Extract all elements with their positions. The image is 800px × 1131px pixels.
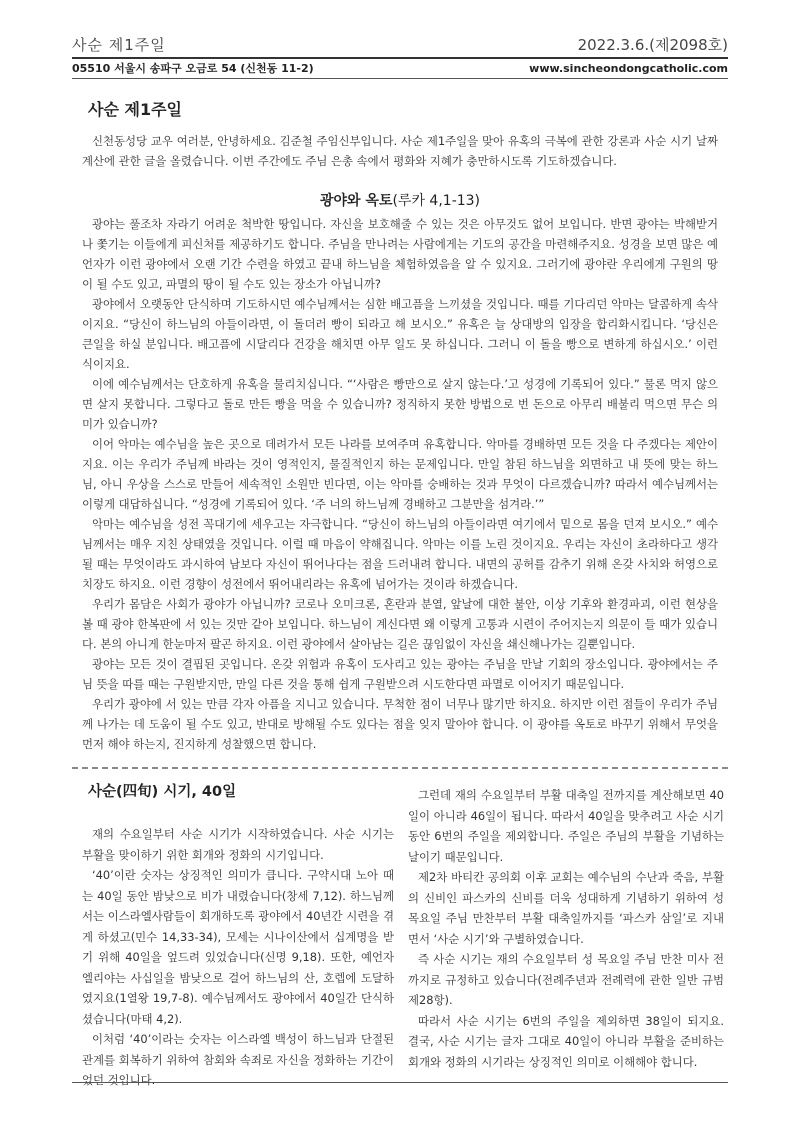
homily-paragraph: 광야는 모든 것이 결핍된 곳입니다. 온갖 위험과 유혹이 도사리고 있는 광야는 주님을 만날 기회의 장소입니다. 광야에서는 주님 뜻을 따를 때는 구원받지만, 만일 다른 것을 통해 쉽게 구원받으려 시도한다면 파멸로 이어지기 때문입니다. bbox=[82, 657, 718, 691]
footer-rule bbox=[72, 1082, 728, 1083]
homily-paragraph: 우리가 광야에 서 있는 만큼 각자 아픔을 지니고 있습니다. 무척한 점이 너무나 많기만 하지요. 하지만 이런 점들이 우리가 주님께 나가는 데 도움이 될 수도 있고, 반대로 방해될 수도 있다는 점을 잊지 말아야 합니다. 이 광야를 옥토로 바꾸기 위해서 무엇을 먼저 해야 하는지, 진지하게 성찰했으면 합니다. bbox=[82, 697, 718, 751]
lent-article-left-text bbox=[82, 824, 394, 1091]
homily-paragraph: 이어 악마는 예수님을 높은 곳으로 데려가서 모든 나라를 보여주며 유혹합니다. 악마를 경배하면 모든 것을 다 주겠다는 제안이지요. 이는 우리가 주님께 바라는 것이 영적인지, 물질적인지 하는 문제입니다. 만일 참된 하느님을 외면하고 내 뜻에 맞는 하느님, 아니 우상을 스스로 만들어 세속적인 소원만 빈다면, 이는 악마를 숭배하는 것과 무엇이 다르겠습니까? 따라서 예수님께서는 이렇게 대답하십니다. “성경에 기록되어 있다. ‘주 너의 하느님께 경배하고 그분만을 섬겨라.’” bbox=[82, 437, 718, 511]
lent-article-left-column bbox=[82, 780, 394, 1091]
header-subline bbox=[72, 60, 728, 76]
intro-paragraph: 신천동성당 교우 여러분, 안녕하세요. 김준철 주임신부입니다. 사순 제1주일을 맞아 유혹의 극복에 관한 강론과 사순 시기 날짜 계산에 관한 글을 올렸습니다. 이번 주간에도 주님 은총 속에서 평화와 지혜가 충만하시도록 기도하겠습니다. bbox=[82, 134, 718, 168]
homily-paragraph: 악마는 예수님을 성전 꼭대기에 세우고는 자극합니다. “당신이 하느님의 아들이라면 여기에서 밑으로 몸을 던져 보시오.” 예수님께서는 매우 지친 상태였을 것입니다. 이럴 때 마음이 약해집니다. 악마는 이를 노린 것이지요. 우리는 자신이 초라하다고 생각될 때는 무엇이라도 과시하여 남보다 자신이 뛰어나다는 점을 드러내려 합니다. 내면의 공허를 감추기 위해 온갖 사치와 허영으로 치장도 하지요. 이런 경향이 성전에서 뛰어내리라는 유혹에 넘어가는 것이라 하겠습니다. bbox=[82, 517, 718, 591]
homily-paragraph: 광야는 풀조차 자라기 어려운 척박한 땅입니다. 자신을 보호해줄 수 있는 것은 아무것도 없어 보입니다. 반면 광야는 박해받거나 쫓기는 이들에게 피신처를 제공하기도 합니다. 주님을 만나려는 사람에게는 기도의 공간을 마련해주지요. 성경을 보면 많은 예언자가 이런 광야에서 오랜 기간 수련을 하였고 끝내 하느님을 체험하였음을 알 수 있지요. 그러기에 광야란 우리에게 구원의 땅이 될 수도 있고, 파멸의 땅이 될 수도 있는 장소가 아닙니까? bbox=[82, 217, 718, 291]
lent-paragraph: 즉 사순 시기는 재의 수요일부터 성 목요일 주님 만찬 미사 전까지로 규정하고 있습니다(전례주년과 전례력에 관한 일반 규범 제28항). bbox=[408, 952, 724, 1007]
homily-paragraph: 이에 예수님께서는 단호하게 유혹을 물리치십니다. “‘사람은 빵만으로 살지 않는다.’고 성경에 기록되어 있다.” 물론 먹지 않으면 살지 못합니다. 그렇다고 돌로 만든 빵을 먹을 수 있습니까? 정직하지 못한 방법으로 번 돈으로 아무리 배불리 먹으면 무슨 의미가 있습니까? bbox=[82, 377, 718, 431]
lent-paragraph: 재의 수요일부터 사순 시기가 시작하였습니다. 사순 시기는 부활을 맞이하기 위한 회개와 정화의 시기입니다. bbox=[82, 827, 394, 862]
homily-paragraph: 광야에서 오랫동안 단식하며 기도하시던 예수님께서는 심한 배고픔을 느끼셨을 것입니다. 때를 기다리던 악마는 달콤하게 속삭이지요. “당신이 하느님의 아들이라면, 이 돌더러 빵이 되라고 해 보시오.” 유혹은 늘 상대방의 입장을 합리화시킵니다. ‘당신은 큰일을 하실 분입니다. 배고픔에 시달리다 건강을 해치면 아무 일도 못 하십니다. 그러니 이 돌을 빵으로 변하게 하십시오.’ 이런 식이지요. bbox=[82, 297, 718, 371]
church-website: www.sincheondongcatholic.com bbox=[529, 61, 728, 75]
homily-reference: (루카 4,1-13) bbox=[392, 193, 481, 209]
header-rule bbox=[72, 57, 728, 59]
lent-paragraph: 따라서 사순 시기는 6번의 주일을 제외하면 38일이 되지요. 결국, 사순 시기는 글자 그대로 40일이 아니라 부활을 준비하는 회개와 정화의 시기라는 상징적인 의미로 이해해야 합니다. bbox=[408, 1013, 724, 1069]
church-address: 05510 서울시 송파구 오금로 54 (신천동 11-2) bbox=[72, 62, 314, 75]
bulletin-title: 사순 제1주일 bbox=[72, 36, 166, 54]
lent-paragraph: 이처럼 ‘40’이라는 숫자는 이스라엘 백성이 하느님과 단절된 관계를 회복하기 위하여 참회와 속죄로 자신을 정화하는 기간이었던 것입니다. bbox=[82, 1032, 394, 1087]
section-divider bbox=[72, 767, 728, 769]
homily-paragraph: 우리가 몸담은 사회가 광야가 아닙니까? 코로나 오미크론, 혼란과 분열, 앞날에 대한 불안, 이상 기후와 환경파괴, 이런 현상을 볼 때 광야 한복판에 서 있는 것만 같아 보입니다. 하느님이 계신다면 왜 이렇게 고통과 시련이 주어지는지 의문이 들 때가 있습니다. 본의 아니게 한눈마저 팔곤 하지요. 이런 광야에서 살아남는 길은 끊임없이 자신을 쇄신해나가는 길뿐입니다. bbox=[82, 597, 718, 651]
section-title: 사순 제1주일 bbox=[88, 100, 182, 119]
homily-title bbox=[0, 190, 800, 210]
lent-article-right-column bbox=[408, 780, 724, 1072]
header-subrule bbox=[72, 78, 728, 79]
lent-paragraph: ‘40’이란 숫자는 상징적인 의미가 큽니다. 구약시대 노아 때는 40일 동안 밤낮으로 비가 내렸습니다(창세 7,12). 하느님께서는 이스라엘사람들이 회개하도록 광야에서 40년간 시련을 겪게 하셨고(민수 14,33-34), 모세는 시나이산에서 십계명을 받기 위해 40일을 엎드려 있었습니다(신명 9,18). 또한, 예언자 엘리야는 사십일을 밤낮으로 걸어 하느님의 산, 호렙에 도달하였지요(1열왕 19,7-8). 예수님께서도 광야에서 40일간 단식하셨습니다(마태 4,2). bbox=[82, 868, 394, 1026]
lent-paragraph: 제2차 바티칸 공의회 이후 교회는 예수님의 수난과 죽음, 부활의 신비인 파스카의 신비를 더욱 성대하게 기념하기 위하여 성 목요일 주님 만찬부터 부활 대축일까지를 ‘파스카 삼일’로 지내면서 ‘사순 시기’와 구별하였습니다. bbox=[408, 870, 724, 946]
homily-title-text: 광야와 옥토 bbox=[319, 193, 393, 209]
lent-article-right-text bbox=[408, 785, 724, 1072]
lent-paragraph: 그런데 재의 수요일부터 부활 대축일 전까지를 계산해보면 40일이 아니라 46일이 됩니다. 따라서 40일을 맞추려고 사순 시기 동안 6번의 주일을 제외합니다. 주일은 주님의 부활을 기념하는 날이기 때문입니다. bbox=[408, 788, 724, 864]
lent-article-title: 사순(四旬) 시기, 40일 bbox=[88, 784, 237, 800]
date-issue: 2022.3.6.(제2098호) bbox=[577, 36, 728, 54]
homily-body bbox=[82, 214, 718, 754]
header-top bbox=[72, 33, 728, 55]
